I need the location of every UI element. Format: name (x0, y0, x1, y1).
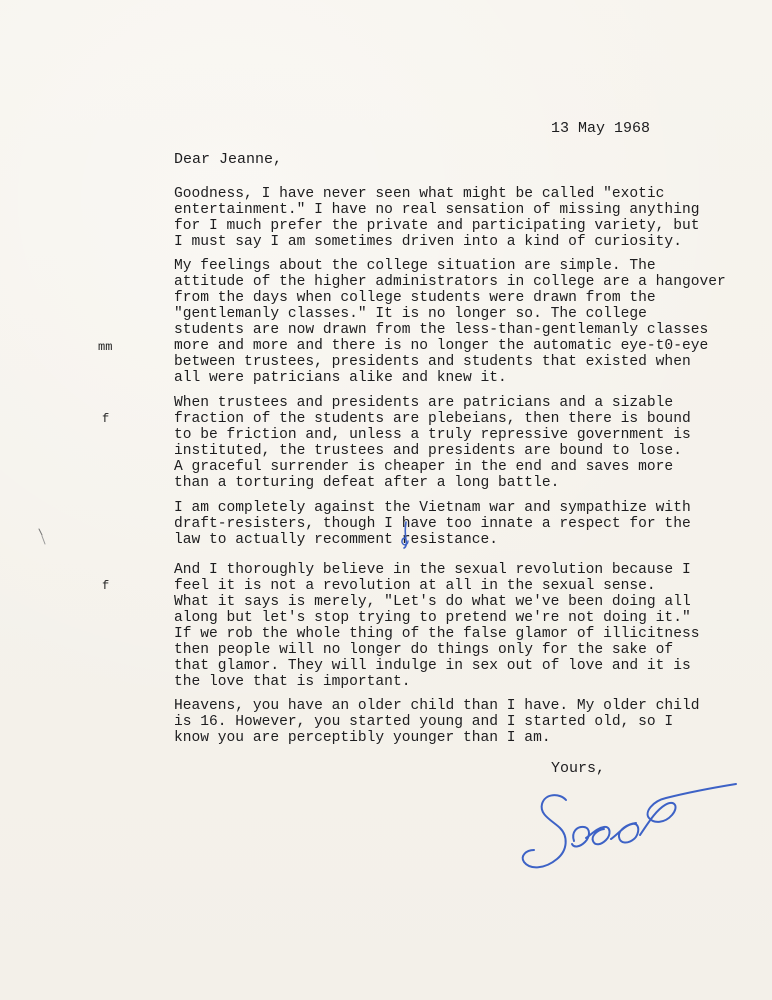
paragraph-3 (174, 395, 734, 491)
paragraph-line: students are now drawn from the less-than-gentlemanly classes (174, 322, 709, 338)
paragraph-6 (174, 698, 734, 746)
paragraph-4 (174, 500, 734, 548)
paragraph-line: is 16. However, you started young and I started old, so I (174, 714, 674, 730)
paragraph-line: the love that is important. (174, 674, 411, 690)
paragraph-line: I must say I am sometimes driven into a kind of curiosity. (174, 234, 682, 250)
paragraph-line: that glamor. They will indulge in sex out of love and it is (174, 658, 691, 674)
paragraph-1 (174, 186, 734, 250)
paragraph-line: fraction of the students are plebeians, then there is bound (174, 411, 691, 427)
paragraph-line: Heavens, you have an older child than I have. My older child (174, 698, 700, 714)
paragraph-line: more and more and there is no longer the automatic eye-t0-eye (174, 338, 709, 354)
paragraph-line: law to actually recomment resistance. (174, 532, 499, 548)
paragraph-line: entertainment." I have no real sensation of missing anything (174, 202, 700, 218)
paragraph-line: to be friction and, unless a truly repressive government is (174, 427, 691, 443)
paragraph-line: than a torturing defeat after a long battle. (174, 475, 560, 491)
paragraph-line: I am completely against the Vietnam war and sympathize with (174, 500, 691, 516)
paragraph-line: "gentlemanly classes." It is no longer so. The college (174, 306, 647, 322)
paragraph-line: then people will no longer do things only for the sake of (174, 642, 674, 658)
paragraph-2 (174, 258, 734, 386)
paper-mark (36, 528, 48, 546)
paragraph-line: feel it is not a revolution at all in the sexual sense. (174, 578, 656, 594)
paragraph-line: And I thoroughly believe in the sexual revolution because I (174, 562, 691, 578)
paragraph-5 (174, 562, 734, 690)
salutation: Dear Jeanne, (174, 151, 283, 168)
handwritten-signature (522, 768, 742, 888)
paragraph-line: instituted, the trustees and presidents are bound to lose. (174, 443, 682, 459)
letter-date: 13 May 1968 (551, 120, 651, 137)
paragraph-line: Goodness, I have never seen what might be called "exotic (174, 186, 665, 202)
closing: Yours, (551, 760, 606, 777)
paragraph-line: know you are perceptibly younger than I am. (174, 730, 551, 746)
margin-mark: f (102, 412, 110, 426)
paragraph-line: My feelings about the college situation are simple. The (174, 258, 656, 274)
paragraph-line: between trustees, presidents and students that existed when (174, 354, 691, 370)
paragraph-line: for I much prefer the private and participating variety, but (174, 218, 700, 234)
paragraph-line: When trustees and presidents are patricians and a sizable (174, 395, 674, 411)
paragraph-line: If we rob the whole thing of the false glamor of illicitness (174, 626, 700, 642)
paragraph-line: What it says is merely, "Let's do what we've been doing all (174, 594, 691, 610)
paragraph-line: attitude of the higher administrators in college are a hangover (174, 274, 726, 290)
paragraph-line: from the days when college students were drawn from the (174, 290, 656, 306)
paragraph-line: draft-resisters, though I have too innate a respect for the (174, 516, 691, 532)
paragraph-line: A graceful surrender is cheaper in the end and saves more (174, 459, 674, 475)
margin-mark: mm (98, 340, 113, 354)
paragraph-line: all were patricians alike and knew it. (174, 370, 507, 386)
paragraph-line: along but let's stop trying to pretend we're not doing it." (174, 610, 691, 626)
margin-mark: f (102, 579, 110, 593)
ink-correction-mark (397, 520, 415, 550)
